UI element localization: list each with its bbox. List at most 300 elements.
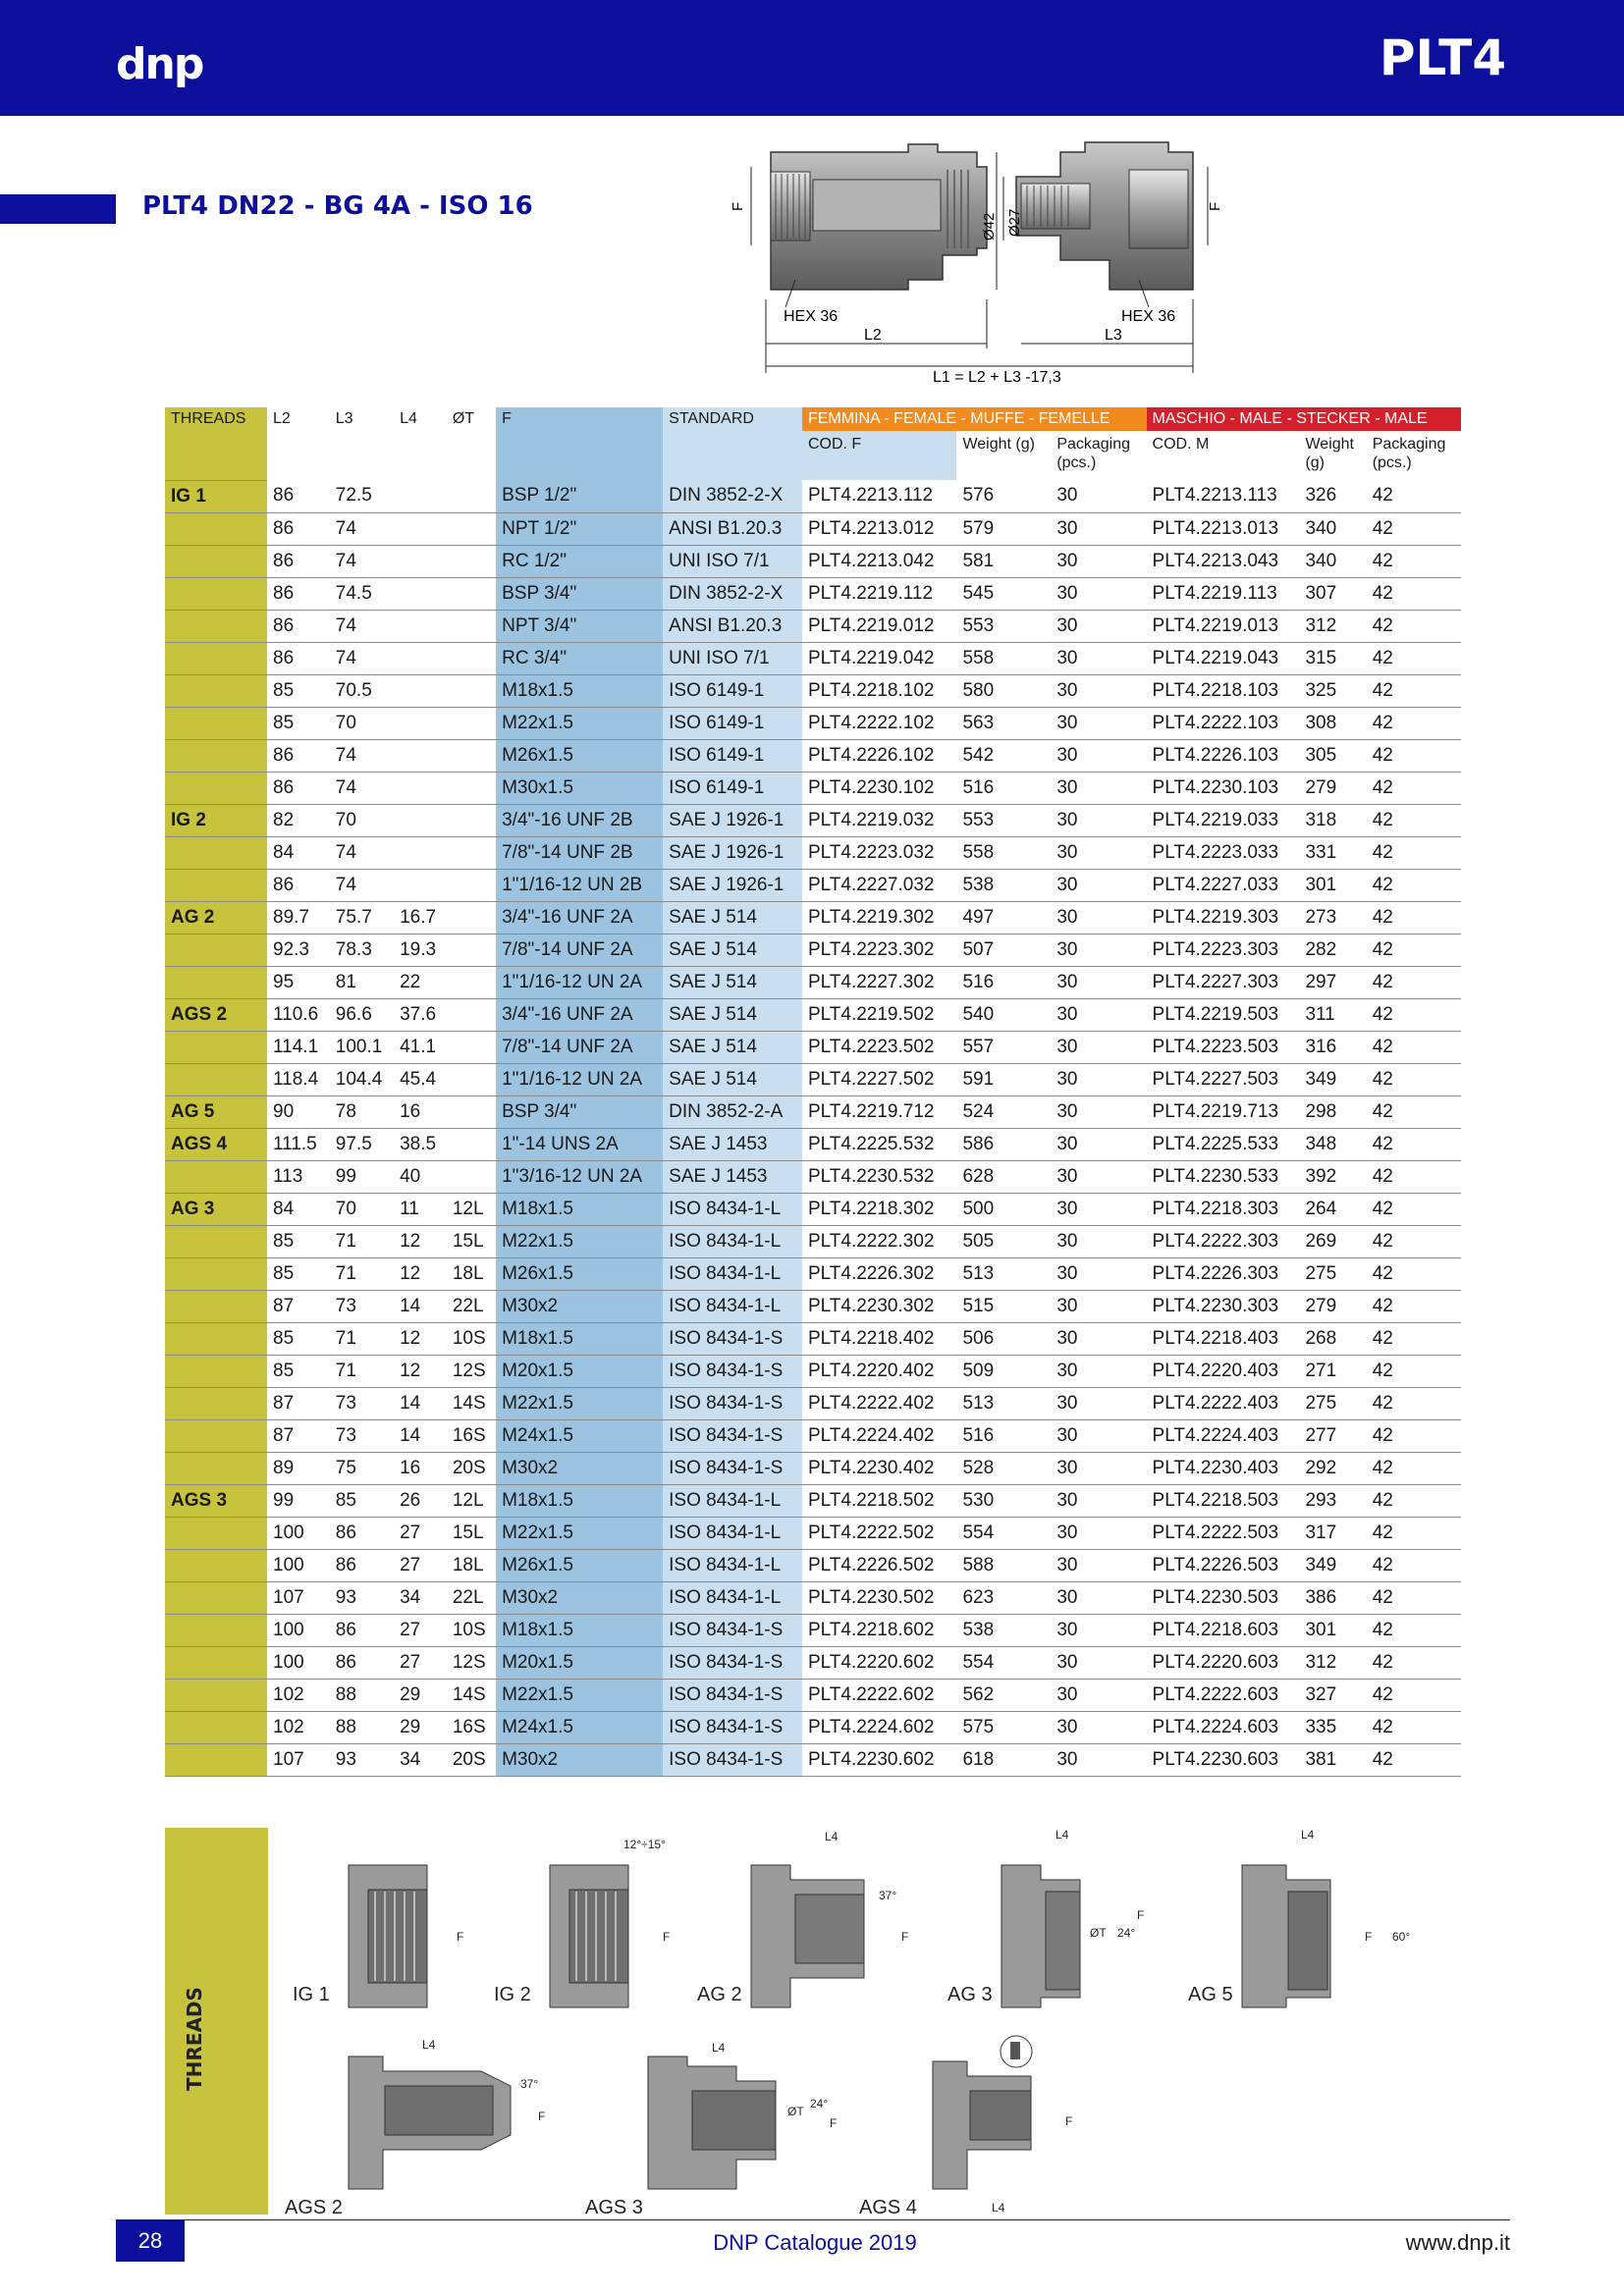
- cell-l2: 86: [267, 869, 330, 901]
- cell-pf: 30: [1051, 869, 1146, 901]
- cell-pm: 42: [1367, 1257, 1461, 1290]
- cell-codm: PLT4.2226.103: [1147, 739, 1300, 772]
- cell-f: 1"1/16-12 UN 2A: [496, 966, 663, 998]
- cell-codf: PLT4.2213.042: [802, 545, 957, 577]
- cell-l3: 74.5: [330, 577, 394, 610]
- cell-codm: PLT4.2219.713: [1147, 1095, 1300, 1128]
- cell-f: M26x1.5: [496, 1549, 663, 1581]
- cell-l4: 27: [394, 1646, 447, 1679]
- cell-l2: 100: [267, 1614, 330, 1646]
- cell-pm: 42: [1367, 674, 1461, 707]
- cell-thread: [165, 1581, 267, 1614]
- cell-codf: PLT4.2219.302: [802, 901, 957, 934]
- cell-pf: 30: [1051, 1095, 1146, 1128]
- cell-l2: 86: [267, 772, 330, 804]
- cell-codf: PLT4.2230.402: [802, 1452, 957, 1484]
- cell-thread: [165, 836, 267, 869]
- cell-f: 7/8"-14 UNF 2A: [496, 1031, 663, 1063]
- cell-thread: [165, 512, 267, 545]
- cell-ot: [447, 836, 496, 869]
- cell-wm: 348: [1299, 1128, 1366, 1160]
- cell-ot: 22L: [447, 1581, 496, 1614]
- cell-f: M30x2: [496, 1581, 663, 1614]
- cell-codf: PLT4.2219.042: [802, 642, 957, 674]
- cell-thread: [165, 1517, 267, 1549]
- cell-l4: 16: [394, 1452, 447, 1484]
- cell-codm: PLT4.2222.403: [1147, 1387, 1300, 1419]
- cell-std: ISO 8434-1-L: [663, 1193, 802, 1225]
- cell-l2: 86: [267, 642, 330, 674]
- cell-pf: 30: [1051, 1031, 1146, 1063]
- cell-thread: [165, 642, 267, 674]
- cell-ot: [447, 1063, 496, 1095]
- cell-std: ISO 8434-1-L: [663, 1581, 802, 1614]
- cell-pm: 42: [1367, 1549, 1461, 1581]
- cell-l4: 11: [394, 1193, 447, 1225]
- cell-codf: PLT4.2230.602: [802, 1743, 957, 1776]
- cell-wf: 516: [956, 1419, 1051, 1452]
- table-row: [165, 1581, 1461, 1614]
- cell-pm: 42: [1367, 642, 1461, 674]
- cell-l4: [394, 512, 447, 545]
- thread-ag3-drawing: [947, 1828, 1144, 2007]
- cell-codf: PLT4.2227.502: [802, 1063, 957, 1095]
- cell-pm: 42: [1367, 901, 1461, 934]
- cell-ot: 20S: [447, 1743, 496, 1776]
- cell-codf: PLT4.2218.502: [802, 1484, 957, 1517]
- cell-f: M18x1.5: [496, 1193, 663, 1225]
- cell-pf: 30: [1051, 836, 1146, 869]
- cell-wm: 301: [1299, 869, 1366, 901]
- cell-codf: PLT4.2213.112: [802, 480, 957, 512]
- cell-f: M22x1.5: [496, 1225, 663, 1257]
- cell-wm: 312: [1299, 610, 1366, 642]
- cell-l4: [394, 869, 447, 901]
- cell-l2: 85: [267, 1225, 330, 1257]
- cell-thread: [165, 739, 267, 772]
- cell-pm: 42: [1367, 869, 1461, 901]
- cell-codf: PLT4.2219.032: [802, 804, 957, 836]
- cell-thread: AG 2: [165, 901, 267, 934]
- cell-codm: PLT4.2230.303: [1147, 1290, 1300, 1322]
- cell-pm: 42: [1367, 1063, 1461, 1095]
- cell-codm: PLT4.2220.403: [1147, 1355, 1300, 1387]
- cell-l4: 37.6: [394, 998, 447, 1031]
- cell-l3: 70: [330, 707, 394, 739]
- cell-l2: 89: [267, 1452, 330, 1484]
- thread-ag5-drawing: [1188, 1828, 1410, 2007]
- cell-thread: [165, 707, 267, 739]
- cell-pf: 30: [1051, 1290, 1146, 1322]
- table-row: [165, 642, 1461, 674]
- cell-codm: PLT4.2227.503: [1147, 1063, 1300, 1095]
- table-row: [165, 1743, 1461, 1776]
- cell-f: RC 3/4": [496, 642, 663, 674]
- table-row: [165, 1711, 1461, 1743]
- cell-codf: PLT4.2218.102: [802, 674, 957, 707]
- cell-l4: [394, 836, 447, 869]
- cell-pf: 30: [1051, 1549, 1146, 1581]
- cell-codf: PLT4.2224.402: [802, 1419, 957, 1452]
- cell-codf: PLT4.2218.402: [802, 1322, 957, 1355]
- cell-l4: [394, 707, 447, 739]
- cell-l3: 74: [330, 642, 394, 674]
- cell-l4: [394, 480, 447, 512]
- cell-l3: 85: [330, 1484, 394, 1517]
- cell-ot: [447, 642, 496, 674]
- cell-l3: 74: [330, 610, 394, 642]
- cell-wm: 292: [1299, 1452, 1366, 1484]
- cell-std: UNI ISO 7/1: [663, 642, 802, 674]
- cell-l3: 71: [330, 1225, 394, 1257]
- cell-ot: 14S: [447, 1679, 496, 1711]
- cell-codf: PLT4.2222.402: [802, 1387, 957, 1419]
- cell-ot: [447, 998, 496, 1031]
- cell-codm: PLT4.2227.303: [1147, 966, 1300, 998]
- cell-l4: [394, 772, 447, 804]
- cell-codf: PLT4.2227.302: [802, 966, 957, 998]
- male-header: MASCHIO - MALE - STECKER - MALE: [1147, 407, 1461, 431]
- cell-thread: [165, 610, 267, 642]
- cell-pm: 42: [1367, 610, 1461, 642]
- cell-l2: 110.6: [267, 998, 330, 1031]
- cell-l2: 86: [267, 577, 330, 610]
- svg-text:ØT: ØT: [787, 2105, 804, 2118]
- dim-f-left: F: [730, 201, 746, 211]
- cell-f: M18x1.5: [496, 674, 663, 707]
- cell-l2: 87: [267, 1387, 330, 1419]
- cell-codf: PLT4.2227.032: [802, 869, 957, 901]
- cell-l4: 40: [394, 1160, 447, 1193]
- cell-l2: 111.5: [267, 1128, 330, 1160]
- table-row: [165, 1193, 1461, 1225]
- svg-text:F: F: [457, 1930, 464, 1944]
- cell-wm: 311: [1299, 998, 1366, 1031]
- cell-ot: [447, 1095, 496, 1128]
- cell-l4: 29: [394, 1711, 447, 1743]
- svg-text:L4: L4: [1301, 1828, 1315, 1842]
- cell-wm: 325: [1299, 674, 1366, 707]
- cell-pf: 30: [1051, 642, 1146, 674]
- col-cod-f: COD. F: [802, 431, 957, 480]
- cell-pm: 42: [1367, 707, 1461, 739]
- cell-std: SAE J 514: [663, 998, 802, 1031]
- cell-wm: 327: [1299, 1679, 1366, 1711]
- cell-l2: 113: [267, 1160, 330, 1193]
- cell-codm: PLT4.2219.303: [1147, 901, 1300, 934]
- cell-codm: PLT4.2219.013: [1147, 610, 1300, 642]
- cell-thread: [165, 1257, 267, 1290]
- cell-wf: 576: [956, 480, 1051, 512]
- cell-std: ISO 8434-1-S: [663, 1322, 802, 1355]
- svg-text:L4: L4: [992, 2201, 1005, 2215]
- cell-codm: PLT4.2220.603: [1147, 1646, 1300, 1679]
- cell-codf: PLT4.2220.602: [802, 1646, 957, 1679]
- cell-thread: [165, 1549, 267, 1581]
- cell-pm: 42: [1367, 1581, 1461, 1614]
- table-row: [165, 610, 1461, 642]
- cell-pm: 42: [1367, 1160, 1461, 1193]
- table-row: [165, 1517, 1461, 1549]
- cell-pm: 42: [1367, 1322, 1461, 1355]
- cell-codf: PLT4.2230.532: [802, 1160, 957, 1193]
- cell-wm: 264: [1299, 1193, 1366, 1225]
- thread-ig1-drawing: [293, 1865, 463, 2007]
- cell-thread: [165, 1160, 267, 1193]
- cell-thread: [165, 772, 267, 804]
- dim-d42: Ø42: [981, 212, 998, 240]
- cell-std: DIN 3852-2-X: [663, 480, 802, 512]
- cell-l2: 82: [267, 804, 330, 836]
- cell-thread: [165, 1387, 267, 1419]
- cell-codf: PLT4.2226.102: [802, 739, 957, 772]
- cell-pf: 30: [1051, 674, 1146, 707]
- cell-f: BSP 3/4": [496, 577, 663, 610]
- cell-l4: [394, 739, 447, 772]
- cell-thread: IG 2: [165, 804, 267, 836]
- cell-pf: 30: [1051, 1225, 1146, 1257]
- cell-ot: [447, 674, 496, 707]
- table-row: [165, 1322, 1461, 1355]
- svg-text:37°: 37°: [879, 1889, 897, 1902]
- cell-l4: 16: [394, 1095, 447, 1128]
- cell-l2: 85: [267, 1355, 330, 1387]
- cell-pm: 42: [1367, 1225, 1461, 1257]
- cell-codm: PLT4.2227.033: [1147, 869, 1300, 901]
- cell-thread: AGS 3: [165, 1484, 267, 1517]
- cell-pf: 30: [1051, 1322, 1146, 1355]
- cell-wm: 392: [1299, 1160, 1366, 1193]
- cell-f: M30x2: [496, 1452, 663, 1484]
- cell-codf: PLT4.2223.032: [802, 836, 957, 869]
- svg-text:24°: 24°: [1117, 1926, 1136, 1940]
- cell-pm: 42: [1367, 1031, 1461, 1063]
- cell-l4: 12: [394, 1225, 447, 1257]
- cell-pf: 30: [1051, 1355, 1146, 1387]
- cell-std: ISO 8434-1-S: [663, 1743, 802, 1776]
- cell-f: M30x2: [496, 1743, 663, 1776]
- svg-text:24°: 24°: [810, 2097, 829, 2110]
- cell-wm: 277: [1299, 1419, 1366, 1452]
- cell-wf: 545: [956, 577, 1051, 610]
- cell-thread: [165, 1711, 267, 1743]
- cell-l3: 86: [330, 1549, 394, 1581]
- cell-l4: 26: [394, 1484, 447, 1517]
- cell-pm: 42: [1367, 998, 1461, 1031]
- cell-wf: 506: [956, 1322, 1051, 1355]
- cell-l3: 73: [330, 1387, 394, 1419]
- cell-l2: 107: [267, 1581, 330, 1614]
- cell-std: ISO 8434-1-L: [663, 1225, 802, 1257]
- cell-pf: 30: [1051, 512, 1146, 545]
- cell-pf: 30: [1051, 1679, 1146, 1711]
- cell-std: ANSI B1.20.3: [663, 512, 802, 545]
- thread-ags3-drawing: [585, 2041, 837, 2218]
- cell-wm: 349: [1299, 1549, 1366, 1581]
- cell-l3: 96.6: [330, 998, 394, 1031]
- svg-text:37°: 37°: [520, 2077, 539, 2091]
- cell-f: M26x1.5: [496, 739, 663, 772]
- cell-l4: [394, 804, 447, 836]
- cell-wm: 315: [1299, 642, 1366, 674]
- col-standard: STANDARD: [663, 407, 802, 431]
- cell-codf: PLT4.2222.302: [802, 1225, 957, 1257]
- cell-std: ISO 8434-1-S: [663, 1355, 802, 1387]
- table-row: [165, 1128, 1461, 1160]
- cell-pf: 30: [1051, 1581, 1146, 1614]
- cell-wm: 275: [1299, 1257, 1366, 1290]
- svg-text:12°÷15°: 12°÷15°: [623, 1838, 666, 1851]
- cell-ot: 12L: [447, 1193, 496, 1225]
- cell-std: ANSI B1.20.3: [663, 610, 802, 642]
- cell-wf: 507: [956, 934, 1051, 966]
- cell-codm: PLT4.2226.303: [1147, 1257, 1300, 1290]
- cell-std: ISO 8434-1-L: [663, 1549, 802, 1581]
- cell-l3: 78.3: [330, 934, 394, 966]
- thread-label-ag5: AG 5: [1188, 1984, 1233, 2005]
- cell-ot: [447, 707, 496, 739]
- cell-std: ISO 8434-1-L: [663, 1484, 802, 1517]
- cell-pm: 42: [1367, 1387, 1461, 1419]
- col-l2: L2: [273, 410, 291, 427]
- cell-l3: 74: [330, 772, 394, 804]
- table-row: [165, 1419, 1461, 1452]
- cell-thread: [165, 545, 267, 577]
- cell-f: M22x1.5: [496, 707, 663, 739]
- svg-text:ØT: ØT: [1090, 1926, 1107, 1940]
- cell-l3: 71: [330, 1322, 394, 1355]
- cell-l4: 27: [394, 1517, 447, 1549]
- cell-std: SAE J 514: [663, 1063, 802, 1095]
- cell-wm: 340: [1299, 512, 1366, 545]
- table-row: [165, 1257, 1461, 1290]
- cell-wm: 279: [1299, 1290, 1366, 1322]
- cell-l4: 38.5: [394, 1128, 447, 1160]
- coupling-drawing: [730, 133, 1443, 388]
- website-link[interactable]: www.dnp.it: [1405, 2230, 1510, 2255]
- cell-ot: 12S: [447, 1355, 496, 1387]
- cell-l3: 86: [330, 1517, 394, 1549]
- cell-std: ISO 8434-1-S: [663, 1419, 802, 1452]
- cell-codm: PLT4.2230.503: [1147, 1581, 1300, 1614]
- cell-wf: 500: [956, 1193, 1051, 1225]
- cell-wm: 275: [1299, 1387, 1366, 1419]
- cell-l3: 81: [330, 966, 394, 998]
- cell-wm: 317: [1299, 1517, 1366, 1549]
- table-row: [165, 480, 1461, 512]
- cell-wf: 586: [956, 1128, 1051, 1160]
- cell-l3: 74: [330, 739, 394, 772]
- product-code: PLT4: [1379, 29, 1506, 86]
- cell-pf: 30: [1051, 739, 1146, 772]
- cell-std: ISO 6149-1: [663, 674, 802, 707]
- cell-l4: [394, 610, 447, 642]
- cell-wm: 331: [1299, 836, 1366, 869]
- cell-ot: [447, 610, 496, 642]
- cell-std: ISO 6149-1: [663, 772, 802, 804]
- cell-ot: 20S: [447, 1452, 496, 1484]
- cell-codf: PLT4.2226.302: [802, 1257, 957, 1290]
- cell-l4: 16.7: [394, 901, 447, 934]
- cell-thread: IG 1: [165, 480, 267, 512]
- cell-thread: AG 3: [165, 1193, 267, 1225]
- cell-f: 7/8"-14 UNF 2B: [496, 836, 663, 869]
- col-weight-m: Weight (g): [1305, 436, 1354, 471]
- cell-wm: 305: [1299, 739, 1366, 772]
- cell-codm: PLT4.2222.303: [1147, 1225, 1300, 1257]
- cell-ot: 12S: [447, 1646, 496, 1679]
- cell-codf: PLT4.2225.532: [802, 1128, 957, 1160]
- cell-wf: 623: [956, 1581, 1051, 1614]
- cell-l2: 85: [267, 674, 330, 707]
- svg-text:L4: L4: [712, 2041, 726, 2055]
- dim-f-right: F: [1207, 201, 1223, 211]
- thread-ag2-drawing: [697, 1830, 908, 2007]
- svg-text:F: F: [538, 2109, 546, 2123]
- cell-l3: 70.5: [330, 674, 394, 707]
- cell-codf: PLT4.2213.012: [802, 512, 957, 545]
- table-row: [165, 1355, 1461, 1387]
- cell-l3: 88: [330, 1679, 394, 1711]
- dim-l2: L2: [864, 327, 882, 344]
- cell-l4: 14: [394, 1387, 447, 1419]
- cell-pm: 42: [1367, 1743, 1461, 1776]
- svg-text:L4: L4: [1056, 1828, 1069, 1842]
- cell-l3: 93: [330, 1581, 394, 1614]
- cell-std: ISO 8434-1-S: [663, 1646, 802, 1679]
- cell-std: DIN 3852-2-X: [663, 577, 802, 610]
- cell-wf: 509: [956, 1355, 1051, 1387]
- cell-pf: 30: [1051, 1517, 1146, 1549]
- dim-l1-formula: L1 = L2 + L3 -17,3: [933, 369, 1061, 386]
- cell-wm: 312: [1299, 1646, 1366, 1679]
- cell-wf: 557: [956, 1031, 1051, 1063]
- cell-thread: [165, 869, 267, 901]
- cell-thread: [165, 674, 267, 707]
- col-l3: L3: [335, 410, 353, 427]
- cell-l3: 99: [330, 1160, 394, 1193]
- cell-thread: AGS 2: [165, 998, 267, 1031]
- cell-thread: AG 5: [165, 1095, 267, 1128]
- cell-ot: 22L: [447, 1290, 496, 1322]
- cell-ot: [447, 1031, 496, 1063]
- cell-pf: 30: [1051, 707, 1146, 739]
- cell-ot: [447, 480, 496, 512]
- footer-line: [116, 2219, 1510, 2220]
- cell-codm: PLT4.2218.303: [1147, 1193, 1300, 1225]
- table-row: [165, 1063, 1461, 1095]
- table-row: [165, 545, 1461, 577]
- svg-text:L4: L4: [825, 1830, 839, 1843]
- cell-wm: 298: [1299, 1095, 1366, 1128]
- cell-pm: 42: [1367, 1614, 1461, 1646]
- cell-l3: 97.5: [330, 1128, 394, 1160]
- cell-l4: 12: [394, 1355, 447, 1387]
- cell-pm: 42: [1367, 1419, 1461, 1452]
- cell-codm: PLT4.2230.533: [1147, 1160, 1300, 1193]
- cell-codf: PLT4.2219.112: [802, 577, 957, 610]
- table-row: [165, 1290, 1461, 1322]
- table-row: [165, 966, 1461, 998]
- cell-l2: 84: [267, 1193, 330, 1225]
- cell-thread: [165, 1322, 267, 1355]
- table-row: [165, 1387, 1461, 1419]
- col-f: F: [496, 407, 663, 431]
- cell-l3: 74: [330, 836, 394, 869]
- table-row: [165, 1160, 1461, 1193]
- catalogue-name: DNP Catalogue 2019: [713, 2230, 917, 2255]
- cell-codm: PLT4.2230.103: [1147, 772, 1300, 804]
